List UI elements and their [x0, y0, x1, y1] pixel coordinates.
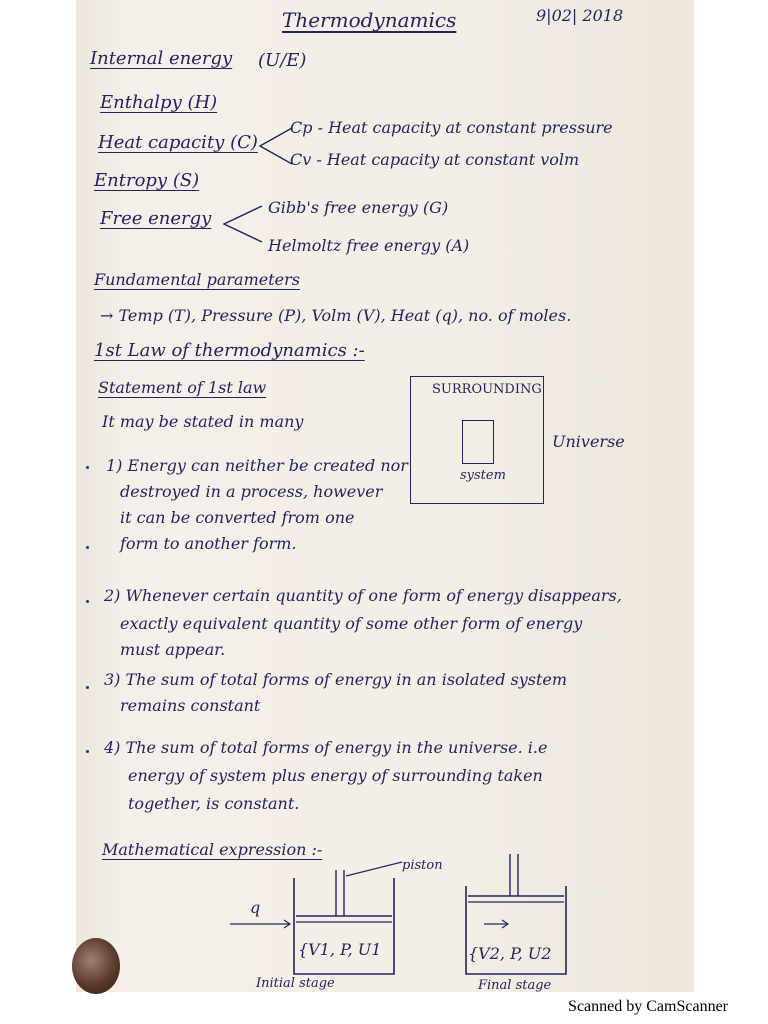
final-variables: {V2, P, U2 — [468, 944, 552, 963]
statement-heading: Statement of 1st law — [98, 378, 267, 397]
helmholtz-free-energy: Helmoltz free energy (A) — [268, 236, 470, 255]
margin-dot — [86, 686, 89, 689]
final-stage-label: Final stage — [478, 978, 552, 992]
fundamental-heading: Fundamental parameters — [94, 270, 300, 289]
math-heading: Mathematical expression :- — [102, 840, 323, 859]
point-2-line-3: must appear. — [120, 640, 226, 659]
fundamental-list: → Temp (T), Pressure (P), Volm (V), Heat (q), no. of moles. — [100, 306, 572, 325]
notebook-page — [76, 0, 694, 992]
term-free-energy: Free energy — [100, 208, 212, 229]
term-enthalpy: Enthalpy (H) — [100, 92, 218, 113]
first-law-heading: 1st Law of thermodynamics :- — [94, 340, 365, 361]
point-1-line-3: it can be converted from one — [120, 508, 355, 527]
page-title: Thermodynamics — [282, 8, 457, 32]
surrounding-label: SURROUNDING — [432, 382, 542, 397]
term-internal-energy-symbol: (U/E) — [258, 50, 307, 71]
gibbs-free-energy: Gibb's free energy (G) — [268, 198, 449, 217]
margin-dot — [86, 600, 89, 603]
term-internal-energy: Internal energy — [90, 48, 233, 69]
point-1-line-4: form to another form. — [120, 534, 297, 553]
initial-variables: {V1, P, U1 — [298, 940, 382, 959]
point-4-line-2: energy of system plus energy of surrounding taken — [128, 766, 543, 785]
point-2-line-2: exactly equivalent quantity of some other form of energy — [120, 614, 583, 633]
term-heat-capacity: Heat capacity (C) — [98, 132, 258, 153]
universe-label: Universe — [552, 432, 625, 451]
margin-dot — [86, 750, 89, 753]
term-entropy: Entropy (S) — [94, 170, 200, 191]
statement-intro: It may be stated in many — [102, 412, 304, 431]
system-box — [462, 420, 494, 464]
bleed-through-text — [506, 60, 694, 620]
piston-label: piston — [402, 858, 443, 873]
point-3-line-2: remains constant — [120, 696, 261, 715]
point-3-line-1: 3) The sum of total forms of energy in an isolated system — [104, 670, 568, 689]
scanner-watermark: Scanned by CamScanner — [568, 998, 728, 1015]
point-2-line-1: 2) Whenever certain quantity of one form of energy disappears, — [104, 586, 622, 605]
cv-definition: Cv - Heat capacity at constant volm — [290, 150, 580, 169]
system-label: system — [460, 468, 506, 483]
thumb-image — [72, 938, 120, 994]
margin-dot — [86, 546, 89, 549]
point-1-line-2: destroyed in a process, however — [120, 482, 383, 501]
point-4-line-3: together, is constant. — [128, 794, 300, 813]
free-energy-brace — [220, 202, 266, 246]
heat-q-label: q — [250, 898, 261, 917]
point-4-line-1: 4) The sum of total forms of energy in the universe. i.e — [104, 738, 548, 757]
cp-definition: Cp - Heat capacity at constant pressure — [290, 118, 613, 137]
initial-stage-label: Initial stage — [256, 976, 335, 991]
date: 9|02| 2018 — [536, 6, 624, 25]
margin-dot — [86, 466, 89, 469]
point-1-line-1: 1) Energy can neither be created nor — [106, 456, 408, 475]
